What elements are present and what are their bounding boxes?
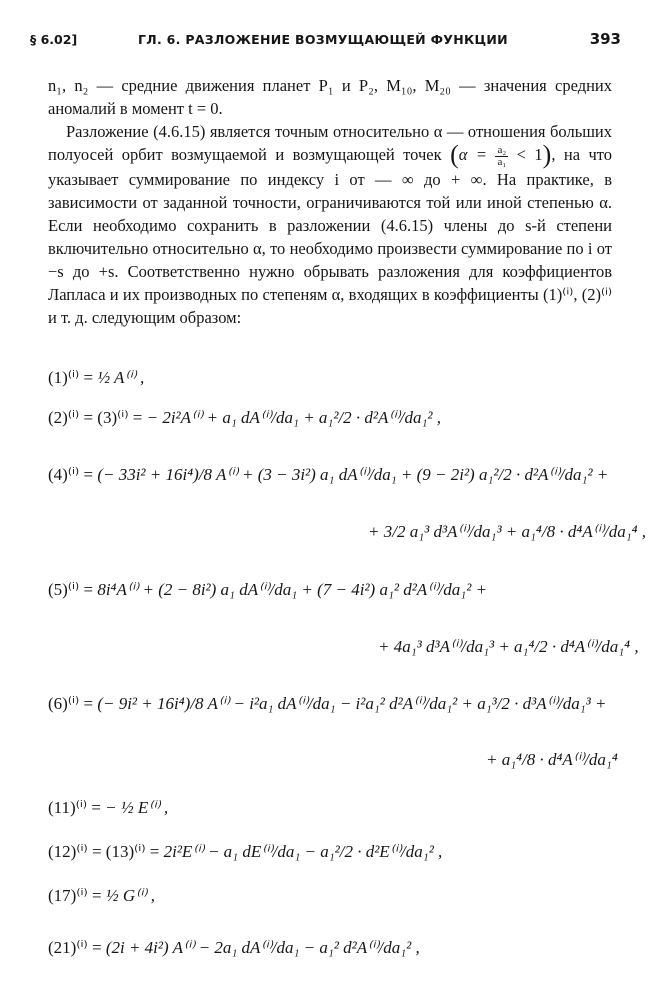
equation-label: (5)⁽ⁱ⁾ = (48, 580, 94, 599)
page-number: 393 (589, 30, 621, 48)
equation-12 (48, 842, 442, 862)
equation-rhs: 2i²E⁽ⁱ⁾ − a₁ dE⁽ⁱ⁾/da₁ − a₁²/2 · d²E⁽ⁱ⁾/da₁² , (163, 842, 443, 861)
equation-2 (48, 408, 441, 428)
equation-rhs: ½ G⁽ⁱ⁾ , (105, 886, 155, 905)
equation-rhs: + a₁⁴/8 · d⁴A⁽ⁱ⁾/da₁⁴ (486, 750, 618, 769)
ratio-lt: < 1 (516, 145, 543, 164)
section-ref: § 6.02] (30, 32, 78, 47)
equation-6 (48, 694, 607, 714)
equation-1 (48, 368, 144, 388)
equation-rhs: − ½ E⁽ⁱ⁾ , (105, 798, 169, 817)
equation-6-cont (486, 750, 618, 770)
equation-11 (48, 798, 168, 818)
equation-label: (2)⁽ⁱ⁾ = (3)⁽ⁱ⁾ = (48, 408, 143, 427)
equation-label: (4)⁽ⁱ⁾ = (48, 465, 94, 484)
equation-label: (12)⁽ⁱ⁾ = (13)⁽ⁱ⁾ = (48, 842, 160, 861)
equation-5-cont (378, 637, 639, 657)
ratio-num: a₂ (497, 143, 507, 156)
running-title: ГЛ. 6. РАЗЛОЖЕНИЕ ВОЗМУЩАЮЩЕЙ ФУНКЦИИ (138, 32, 508, 47)
equation-rhs: + 3/2 a₁³ d³A⁽ⁱ⁾/da₁³ + a₁⁴/8 · d⁴A⁽ⁱ⁾/da₁⁴ , (368, 522, 647, 541)
equation-4-cont (368, 522, 646, 542)
equation-rhs: (− 9i² + 16i⁴)/8 A⁽ⁱ⁾ − i²a₁ dA⁽ⁱ⁾/da₁ − i²a₁² d²A⁽ⁱ⁾/da₁² + a₁³/2 · d³A⁽ⁱ⁾/da₁³ + (97, 694, 607, 713)
equation-17 (48, 886, 155, 906)
ratio-fraction (495, 145, 508, 168)
ratio-den: a₁ (497, 155, 507, 168)
equation-rhs: (2i + 4i²) A⁽ⁱ⁾ − 2a₁ dA⁽ⁱ⁾/da₁ − a₁² d²A⁽ⁱ⁾/da₁² , (105, 938, 420, 957)
alpha-eq: α = (458, 145, 487, 164)
page-header (30, 32, 621, 54)
paragraph-2-start: Разложение (4.6.15) является точным относительно α — отношения больших полуосей орбит возмущаемой и возмущающей точек (48, 122, 612, 164)
equation-rhs: − 2i²A⁽ⁱ⁾ + a₁ dA⁽ⁱ⁾/da₁ + a₁²/2 · d²A⁽ⁱ⁾/da₁² , (146, 408, 442, 427)
paragraph-1: n₁, n₂ — средние движения планет P₁ и P₂, M₁₀, M₂₀ — значения средних аномалий в момент t = 0. (48, 76, 612, 118)
equation-21 (48, 938, 420, 958)
equation-label: (21)⁽ⁱ⁾ = (48, 938, 102, 957)
equation-4 (48, 465, 608, 485)
paragraph-2: Разложение (4.6.15) является точным относительно α — отношения больших полуосей орбит возмущаемой и возмущающей точек (α = $\frac{\text{a₂}}{\text{a₁}}$ < 1), на что указывает суммирование по индексу i от — ∞ до + ∞. На практике, в зависимости от заданной точности, ограничиваются той или иной степенью α. Если необходимо сохранить в разложении (4.6.15) члены до s-й степени включительно относительно α, то необходимо произвести суммирование по i от −s до +s. Соответственно нужно обрывать разложения для коэффициентов Лапласа и их производных по степеням α, входящих в коэффициенты (1)⁽ⁱ⁾, (2)⁽ⁱ⁾ и т. д. следующим образом: (48, 122, 613, 327)
equation-label: (17)⁽ⁱ⁾ = (48, 886, 102, 905)
equation-rhs: ½ A⁽ⁱ⁾ , (97, 368, 145, 387)
equation-rhs: 8i⁴A⁽ⁱ⁾ + (2 − 8i²) a₁ dA⁽ⁱ⁾/da₁ + (7 − 4i²) a₁² d²A⁽ⁱ⁾/da₁² + (97, 580, 488, 599)
paragraph-2-rest: , на что указывает суммирование по индексу i от — ∞ до + ∞. На практике, в зависимости от заданной точности, ограничиваются той или иной степенью α. Если необходимо сохранить в разложении (4.6.15) члены до s-й степени включительно относительно α, то необходимо произвести суммирование по i от −s до +s. Соответственно нужно обрывать разложения для коэффициентов Лапласа и их производных по степеням α, входящих в коэффициенты (1)⁽ⁱ⁾, (2)⁽ⁱ⁾ и т. д. следующим образом: (48, 145, 613, 327)
equation-5 (48, 580, 487, 600)
equation-label: (11)⁽ⁱ⁾ = (48, 798, 101, 817)
equation-rhs: (− 33i² + 16i⁴)/8 A⁽ⁱ⁾ + (3 − 3i²) a₁ dA⁽ⁱ⁾/da₁ + (9 − 2i²) a₁²/2 · d²A⁽ⁱ⁾/da₁² + (97, 465, 609, 484)
equation-label: (1)⁽ⁱ⁾ = (48, 368, 94, 387)
equation-label: (6)⁽ⁱ⁾ = (48, 694, 94, 713)
equation-rhs: + 4a₁³ d³A⁽ⁱ⁾/da₁³ + a₁⁴/2 · d⁴A⁽ⁱ⁾/da₁⁴ , (378, 637, 639, 656)
